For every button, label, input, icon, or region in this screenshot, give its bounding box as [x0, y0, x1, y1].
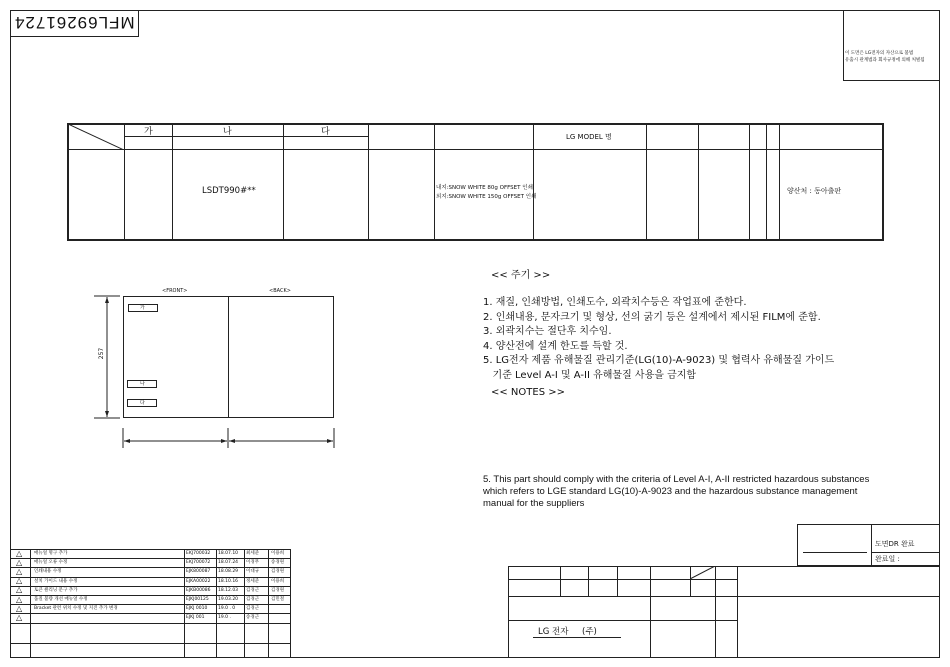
dr-done-divider [871, 524, 872, 566]
title-block-col [617, 566, 618, 596]
copyright-note-2: 유출시 관계법과 회사규정에 의해 처벌됨 [845, 58, 925, 63]
back-label: <BACK> [269, 288, 291, 294]
rev-cell-by: 정세준 [246, 578, 260, 584]
rev-cell-date: 18.07.24 [218, 560, 239, 566]
rev-cell-by: 김경근 [246, 606, 260, 612]
title-block-diagonal [690, 566, 715, 579]
rev-cell-chk: 이용희 [271, 578, 285, 584]
revision-triangle-icon: △ [16, 576, 23, 586]
company-name: LG 전자 [538, 627, 569, 637]
rev-cell-ecn: EKJ700032 [186, 551, 211, 556]
rev-cell-ecn: EKJ700072 [186, 560, 211, 566]
notes-ko-item-5-cont: 기준 Level A-I 및 A-II 유해물질 사용을 금지함 [483, 370, 697, 381]
rev-cell-desc: 매뉴얼 오류 수정 [34, 560, 68, 566]
notes-ko-item-3: 3. 외곽치수는 절단후 치수임. [483, 326, 612, 337]
label-ga: 가 [140, 305, 145, 311]
spec-header-da: 다 [321, 127, 330, 137]
revision-triangle-icon: △ [16, 548, 23, 558]
revision-triangle-icon: △ [16, 594, 23, 604]
title-block-col [737, 566, 738, 658]
notes-ko-item-4: 4. 양산전에 설계 한도를 득할 것. [483, 341, 628, 352]
title-block-col [715, 566, 716, 658]
rev-cell-by: 김경근 [246, 597, 260, 602]
rev-cell-ecn: EJK800087 [186, 569, 211, 575]
rev-cell-date: 18.10.16 [218, 578, 239, 584]
rev-cell-date: 18.12.03 [218, 587, 239, 593]
label-da: 다 [140, 400, 145, 406]
rev-cell-by: 최세준 [246, 551, 260, 556]
rev-cell-by: 이경무 [246, 560, 260, 566]
dr-done-box [797, 524, 940, 566]
title-block-line [508, 579, 737, 580]
dimension-lines [90, 290, 340, 450]
rev-table-top [10, 549, 290, 550]
rev-cell-date: 19.0 . 0 [218, 606, 236, 612]
spec-col [698, 124, 699, 240]
rev-cell-desc: 매뉴얼 명구 추가 [34, 551, 68, 556]
title-block-col [560, 566, 561, 596]
done-date-label: 완료일 : [875, 555, 900, 563]
company-underline [533, 637, 621, 638]
notes-ko-heading: << 주기 >> [491, 270, 551, 281]
spec-col [533, 124, 534, 240]
rev-cell-date: 19.0 . [218, 615, 231, 621]
front-label: <FRONT> [162, 288, 188, 294]
title-block-col [588, 566, 589, 596]
title-block-line [508, 620, 737, 621]
rev-table-right [290, 549, 291, 658]
dr-done-line [803, 552, 867, 553]
rev-cell-ecn: EJKJ00125 [186, 597, 209, 602]
note-box-bottom [843, 80, 940, 81]
spec-col [368, 124, 369, 240]
notes-ko-item-5: 5. LG전자 제품 유해물질 관리기준(LG(10)-A-9023) 및 협력사 유해물질 가이드 [483, 355, 835, 366]
supplier: 양산처 : 동아출판 [787, 187, 842, 195]
rev-cell-date: 19.03.20 [218, 597, 239, 602]
rev-cell-ecn: EJKA00022 [186, 578, 211, 584]
height-dimension: 257 [98, 347, 106, 360]
rev-cell-by: 송경근 [246, 615, 260, 621]
rev-cell-desc: 인쇄내용 수정 [34, 569, 62, 575]
rev-row-line [10, 623, 290, 624]
spec-col [779, 124, 780, 240]
revision-triangle-icon: △ [16, 603, 23, 613]
revision-triangle-icon: △ [16, 566, 23, 576]
rev-cell-date: 18.07.10 [218, 551, 239, 556]
rev-cell-ecn: EJKJ 0010 [186, 606, 208, 612]
rev-cell-chk: 송경원 [271, 560, 285, 566]
spec-col [172, 124, 173, 240]
notes-en-item-3: manual for the suppliers [483, 498, 585, 509]
spec-table-diagonal [68, 124, 124, 150]
note-box-divider [843, 10, 844, 80]
paper-spec-outer: 외지:SNOW WHITE 150g OFFSET 인쇄 [436, 194, 537, 200]
rev-cell-ecn: EJKJ 001 [186, 615, 205, 621]
revision-triangle-icon: △ [16, 557, 23, 567]
notes-en-heading: << NOTES >> [491, 387, 565, 398]
notes-en-item-1: 5. This part should comply with the criteria of Level A-I, A-II restricted hazardous substances [483, 474, 870, 485]
spec-col [124, 124, 125, 240]
rev-cell-date: 18.08.29 [218, 569, 239, 575]
rev-cell-desc: 설치 가이드 내용 수정 [34, 578, 78, 584]
rev-cell-desc: 토큰 클리닝 문구 추가 [34, 587, 78, 593]
paper-spec-inner: 내지:SNOW WHITE 80g OFFSET 인쇄 [436, 185, 533, 191]
rev-cell-chk: 김경원 [271, 569, 285, 575]
rev-row-line [10, 643, 290, 644]
spec-header-model: LG MODEL 명 [566, 133, 612, 141]
label-na: 나 [140, 381, 145, 387]
title-block-col [650, 566, 651, 658]
spec-header-line-1 [124, 136, 368, 137]
spec-header-ga: 가 [144, 127, 153, 137]
rev-cell-by: 이대규 [246, 569, 260, 575]
revision-triangle-icon: △ [16, 612, 23, 622]
model-code: LSDT990#** [202, 186, 256, 196]
rev-cell-by: 김경근 [246, 587, 260, 593]
title-block-top [508, 566, 940, 567]
spec-table [67, 123, 884, 241]
spec-header-line-2 [68, 149, 883, 150]
title-block-line [508, 596, 940, 597]
company-suffix: (주) [582, 627, 597, 637]
spec-col [646, 124, 647, 240]
spec-col [749, 124, 750, 240]
notes-en-item-2: which refers to LGE standard LG(10)-A-9023 and the hazardous substance management [483, 486, 858, 497]
copyright-note-1: 이 도면은 LG전자의 자산으로 불법 [845, 51, 914, 56]
rev-cell-chk: 김민철 [271, 597, 285, 602]
rev-row-line [10, 577, 290, 578]
rev-cell-ecn: EJKB00086 [186, 587, 211, 593]
rev-cell-chk: 김경원 [271, 587, 285, 593]
spec-col [434, 124, 435, 240]
notes-ko-item-2: 2. 인쇄내용, 문자크기 및 형상, 선의 굵기 등은 설계에서 제시된 FILM에 준함. [483, 312, 821, 323]
spec-col [283, 124, 284, 240]
dr-done-line [871, 552, 940, 553]
spec-col [766, 124, 767, 240]
revision-triangle-icon: △ [16, 585, 23, 595]
rev-row-line [10, 595, 290, 596]
rev-row-line [10, 586, 290, 587]
spec-header-na: 나 [223, 127, 232, 137]
dr-done-label: 도면DR 완료 [875, 540, 915, 548]
rev-cell-chk: 이용희 [271, 551, 285, 556]
rev-cell-desc: 품질 불량 개선 매뉴얼 수정 [34, 597, 88, 602]
notes-ko-item-1: 1. 재질, 인쇄방법, 인쇄도수, 외곽치수등은 작업표에 준한다. [483, 297, 747, 308]
part-number: MFL69261724 [14, 13, 135, 32]
rev-cell-desc: Bracket 관련 위치 수정 및 지진 추가 변경 [34, 606, 118, 612]
